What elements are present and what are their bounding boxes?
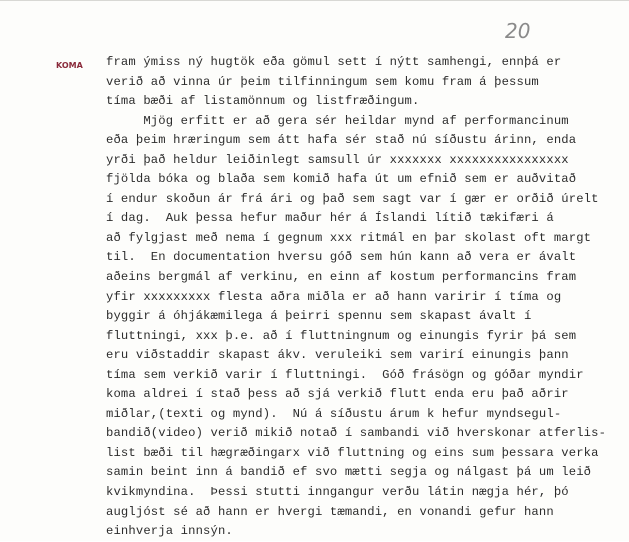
text-line: til. En documentation hversu góð sem hún kann að vera er ávalt bbox=[106, 250, 577, 265]
text-line: fjölda bóka og blaða sem komið hafa út um efnið sem er auðvitað bbox=[106, 172, 577, 187]
text-line: í endur skoðun ár frá ári og það sem sagt var í gær er orðið úrelt bbox=[106, 191, 599, 206]
text-line: eða þeim hræringum sem átt hafa sér stað nú síðustu árinn, enda bbox=[106, 133, 577, 148]
text-line: fram ýmiss ný hugtök eða gömul sett í nýtt samhengi, ennþá er bbox=[106, 55, 562, 69]
text-line: yfir xxxxxxxxx flesta aðra miðla er að hann varirir í tíma og bbox=[106, 289, 562, 304]
text-line: list bæði til hægræðingarx við fluttning og eins sum þessara verka bbox=[106, 445, 599, 460]
text-line: augljóst sé að hann er hvergi tæmandi, en vonandi gefur hann bbox=[106, 504, 554, 519]
page-number: 20 bbox=[505, 19, 531, 43]
text-line: kvikmyndina. Þessi stutti inngangur verðu látin nægja hér, þó bbox=[106, 485, 569, 500]
text-line: fluttningi, xxx þ.e. að í fluttningnum og einungis fyrir þá sem bbox=[106, 328, 577, 343]
text-line: Mjög erfitt er að gera sér heildar mynd af performancinum bbox=[106, 113, 569, 128]
text-line: koma aldrei í stað þess að sjá verkið flutt enda eru það aðrir bbox=[106, 387, 569, 402]
text-line: verið að vinna úr þeim tilfinningum sem komu fram á þessum bbox=[106, 74, 539, 89]
text-line: eru viðstaddir skapast ákv. veruleiki sem varirí einungis þann bbox=[106, 348, 569, 363]
text-line: tíma sem verkið varir í fluttningi. Góð frásögn og góðar myndir bbox=[106, 367, 584, 382]
text-line: yrði það heldur leiðinlegt samsull úr xxxxxxx xxxxxxxxxxxxxxxx bbox=[106, 152, 569, 167]
text-line: bandið(video) verið mikið notað í sambandi við hverskonar atferlis- bbox=[106, 426, 607, 441]
text-line: einhverja innsýn. bbox=[106, 524, 233, 539]
text-line: í dag. Auk þessa hefur maður hér á Íslandi lítið tækifæri á bbox=[106, 211, 554, 226]
margin-note: KOMA bbox=[56, 61, 83, 70]
text-line: samin beint inn á bandið ef svo mætti segja og nálgast þá um leið bbox=[106, 465, 592, 480]
text-line: miðlar,(texti og mynd). Nú á síðustu árum k hefur myndsegul- bbox=[106, 406, 562, 421]
text-line: byggir á óhjákæmilega á þeirri spennu sem skapast ávalt í bbox=[106, 309, 532, 324]
text-line: tíma bæði af listamönnum og listfræðingum. bbox=[106, 94, 420, 109]
text-line: að fylgjast með nema í gegnum xxx ritmál en þar skolast oft margt bbox=[106, 230, 592, 245]
text-line: aðeins bergmál af verkinu, en einn af kostum performancins fram bbox=[106, 270, 577, 285]
typed-body-text bbox=[106, 53, 624, 542]
